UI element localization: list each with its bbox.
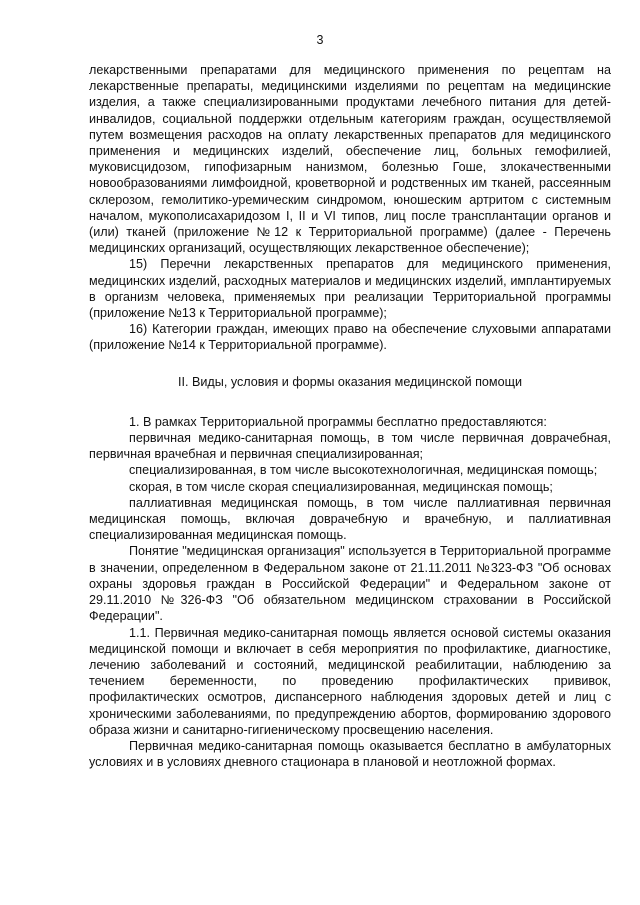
page-number: 3	[316, 33, 324, 47]
paragraph: первичная медико-санитарная помощь, в том числе первичная доврачебная, первичная врачебная и первичная специализированная;	[89, 431, 611, 462]
paragraph: паллиативная медицинская помощь, в том числе паллиативная первичная медицинская помощь, включая доврачебную и врачебную, и паллиативная специализированная медицинская помощь.	[89, 495, 611, 543]
paragraph: 1.1. Первичная медико-санитарная помощь является основой системы оказания медицинской помощи и включает в себя мероприятия по профилактике, диагностике, лечению заболеваний и состояний, медицинской реабилитации, наблюдению за течением беременности, по проведению профилактических прививок, профилактических осмотров, диспансерного наблюдения здоровых детей и лиц с хроническими заболеваниями, по предупреждению абортов, формированию здорового образа жизни и санитарно-гигиеническому просвещению населения.	[89, 625, 611, 737]
paragraph: Первичная медико-санитарная помощь оказывается бесплатно в амбулаторных условиях и в условиях дневного стационара в плановой и неотложной формах.	[89, 738, 611, 770]
paragraphs-after-heading	[89, 414, 611, 770]
section-heading: II. Виды, условия и формы оказания медицинской помощи	[177, 374, 522, 389]
paragraph: 1. В рамках Территориальной программы бесплатно предоставляются:	[129, 414, 547, 429]
paragraph: Понятие "медицинская организация" используется в Территориальной программе в значении, определенном в Федеральном законе от 21.11.2011 №323-ФЗ "Об основах охраны здоровья граждан в Российской Федерации" и Федеральном законе от 29.11.2010 №326-ФЗ "Об обязательном медицинском страховании в Российской Федерации".	[89, 544, 611, 624]
paragraphs-before-heading	[89, 62, 611, 354]
paragraph: 16) Категории граждан, имеющих право на обеспечение слуховыми аппаратами (приложение №14 к Территориальной программе).	[89, 322, 611, 353]
paragraph: скорая, в том числе скорая специализированная, медицинская помощь;	[129, 479, 553, 494]
paragraph: 15) Перечни лекарственных препаратов для медицинского применения, медицинских изделий, расходных материалов и медицинских изделий, имплантируемых в организм человека, применяемых при реализации Территориальной программы (приложение №13 к Территориальной программе);	[89, 257, 611, 321]
paragraph: специализированная, в том числе высокотехнологичная, медицинская помощь;	[129, 463, 598, 478]
document-body	[89, 62, 611, 770]
paragraph: лекарственными препаратами для медицинского применения по рецептам на лекарственные препараты, медицинскими изделиями по рецептам на медицинские изделия, а также специализированными продуктами лечебного питания для детей-инвалидов, социальной поддержки отдельным категориям граждан, осуществляемой путем возмещения расходов на оплату лекарственных препаратов для медицинского применения и медицинских изделий, обеспечение лиц, больных гемофилией, муковисцидозом, гипофизарным нанизмом, болезнью Гоше, злокачественными новообразованиями лимфоидной, кроветворной и родственных им тканей, рассеянным склерозом, гемолитико-уремическим синдромом, юношеским артритом с системным началом, мукополисахаридозом I, II и VI типов, лиц после трансплантации органов и (или) тканей (приложение №12 к Территориальной программе) (далее - Перечень медицинских организаций, осуществляющих лекарственное обеспечение);	[89, 63, 611, 256]
